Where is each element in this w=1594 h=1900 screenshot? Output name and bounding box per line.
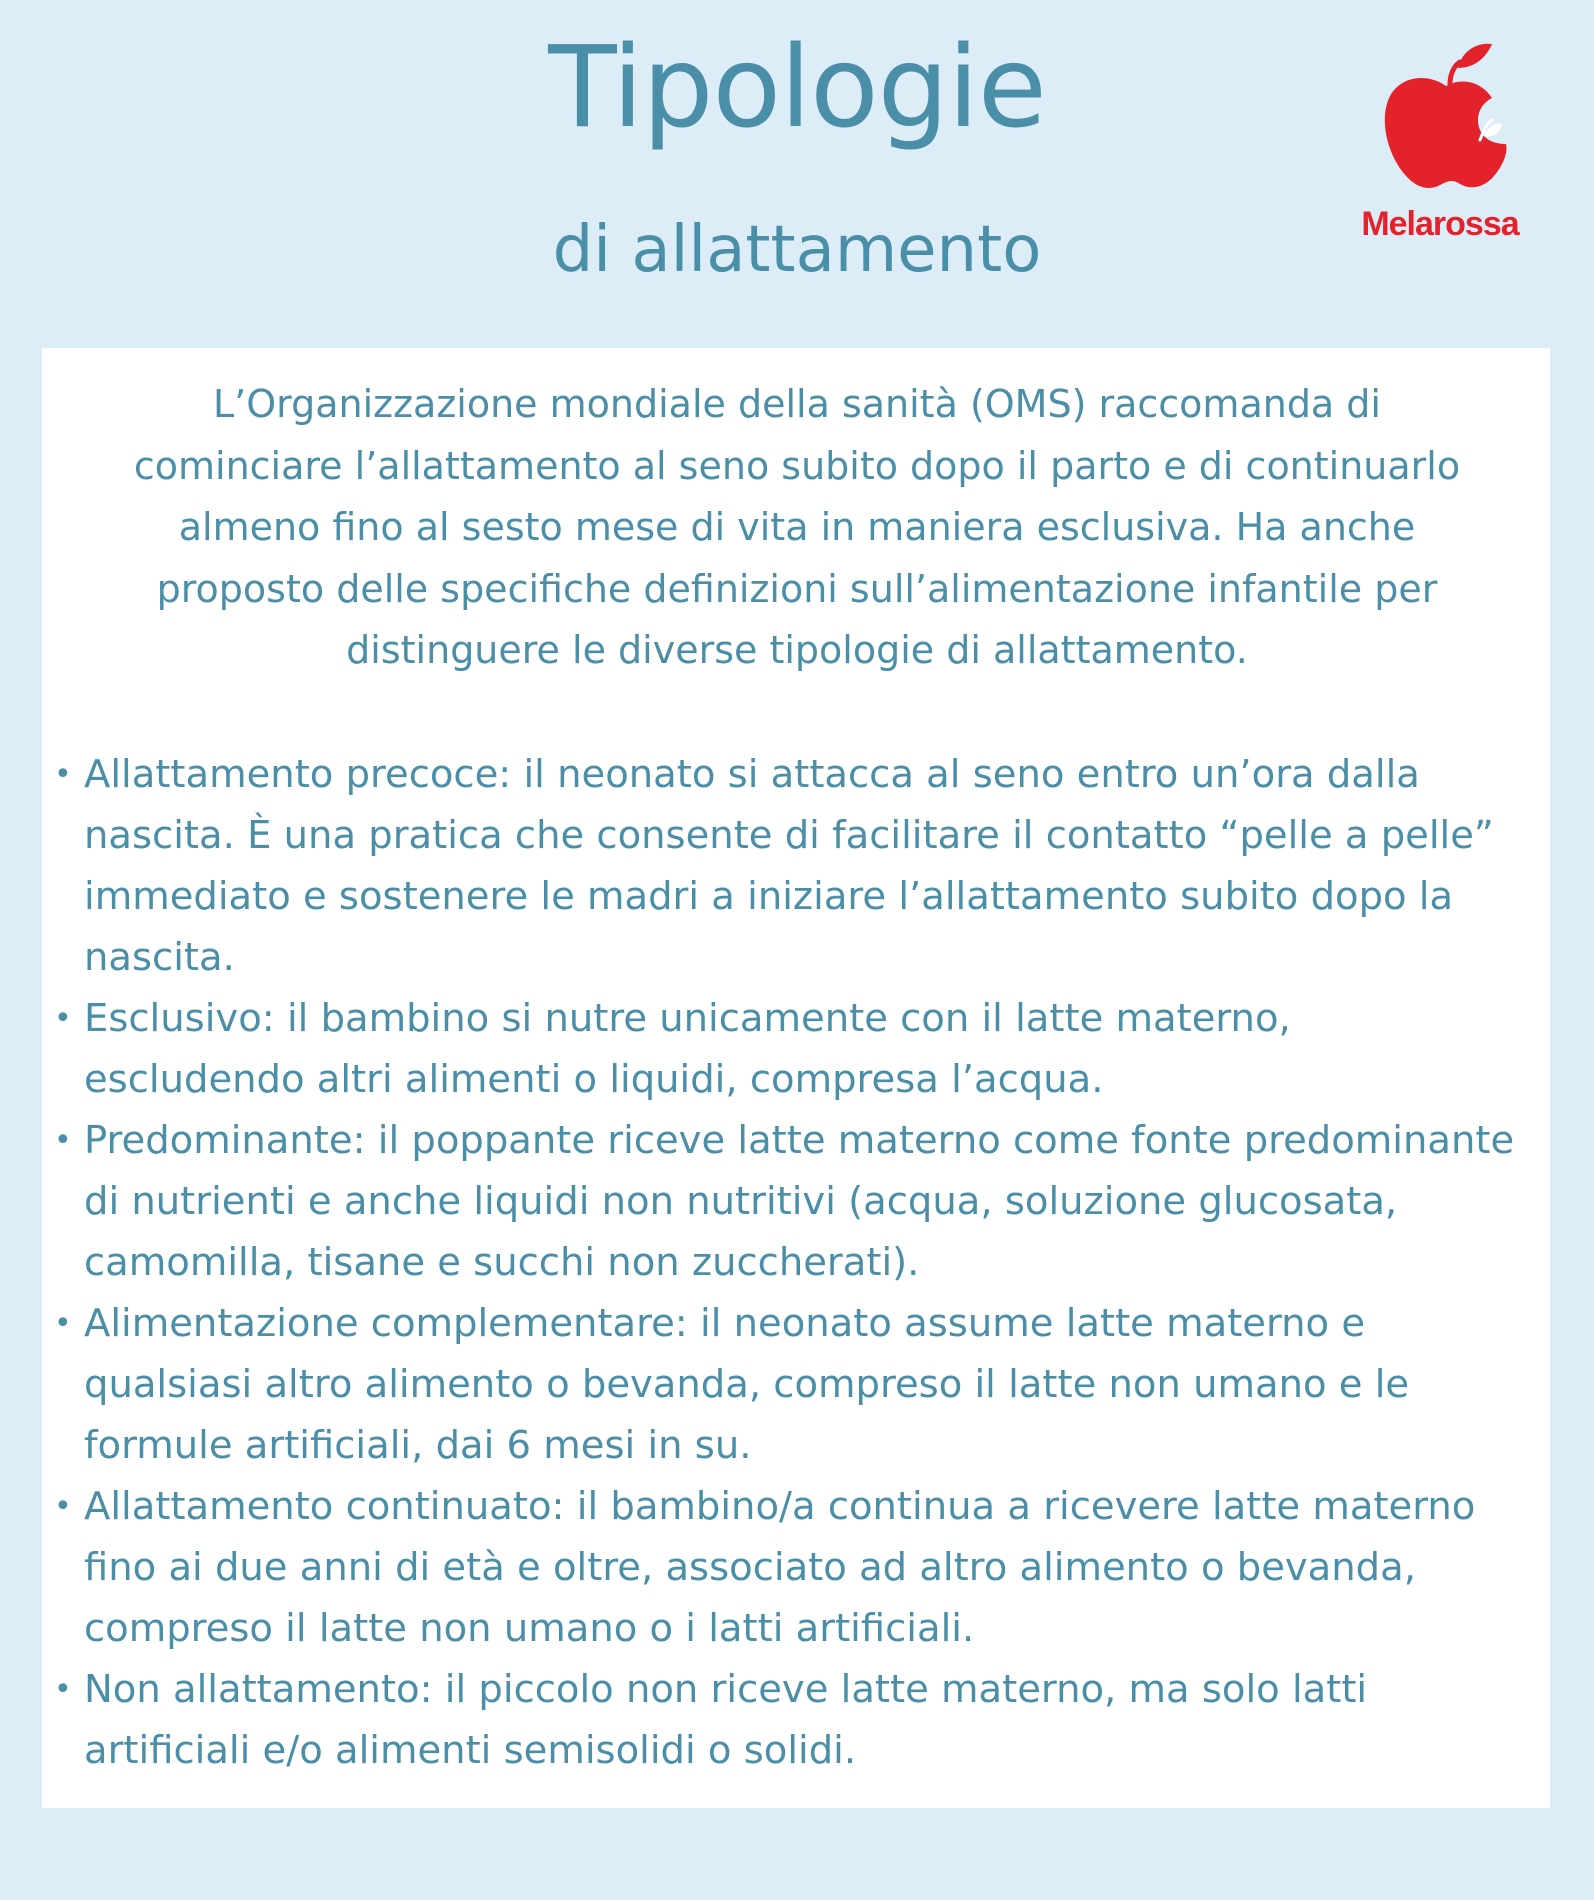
bullet-icon: • <box>54 1123 72 1158</box>
list-item <box>42 744 1522 988</box>
list-item <box>42 1293 1522 1476</box>
list-item-text: Non allattamento: il piccolo non riceve latte materno, ma solo latti artificiali e/o alimenti semisolidi o solidi. <box>84 1667 1368 1773</box>
bullet-icon: • <box>54 1001 72 1036</box>
content-card <box>42 348 1550 1808</box>
bullet-icon: • <box>54 1672 72 1707</box>
list-item <box>42 1476 1522 1659</box>
list-item-text: Esclusivo: il bambino si nutre unicamente con il latte materno, escludendo altri alimenti o liquidi, compresa l’acqua. <box>84 996 1291 1102</box>
list-item-text: Predominante: il poppante riceve latte materno come fonte predominante di nutrienti e anche liquidi non nutritivi (acqua, soluzione glucosata, camomilla, tisane e succhi non zuccherati). <box>84 1118 1515 1285</box>
brand-logo <box>1340 40 1540 260</box>
list-item <box>42 988 1522 1110</box>
page-title: Tipologie <box>548 23 1046 153</box>
bullet-icon: • <box>54 757 72 792</box>
bullet-icon: • <box>54 1306 72 1341</box>
list-item <box>42 1110 1522 1293</box>
list-item-text: Allattamento precoce: il neonato si attacca al seno entro un’ora dalla nascita. È una pratica che consente di facilitare il contatto “pelle a pelle” immediato e sostenere le madri a iniziare l’allattamento subito dopo la nascita. <box>84 752 1494 980</box>
bullet-icon: • <box>54 1489 72 1524</box>
types-list <box>42 744 1522 1781</box>
apple-icon <box>1380 40 1510 200</box>
brand-name: Melarossa <box>1361 205 1519 243</box>
page-subtitle: di allattamento <box>552 213 1042 287</box>
list-item <box>42 1659 1522 1781</box>
list-item-text: Allattamento continuato: il bambino/a continua a ricevere latte materno fino ai due anni di età e oltre, associato ad altro alimento o bevanda, compreso il latte non umano o i latti artificiali. <box>84 1484 1476 1651</box>
intro-paragraph: L’Organizzazione mondiale della sanità (OMS) raccomanda di cominciare l’allattamento al seno subito dopo il parto e di continuarlo almeno fino al sesto mese di vita in maniera esclusiva. Ha anche proposto delle specifiche definizioni sull’alimentazione infantile per distinguere le diverse tipologie di allattamento. <box>133 382 1461 672</box>
list-item-text: Alimentazione complementare: il neonato assume latte materno e qualsiasi altro alimento o bevanda, compreso il latte non umano e le formule artificiali, dai 6 mesi in su. <box>84 1301 1410 1468</box>
